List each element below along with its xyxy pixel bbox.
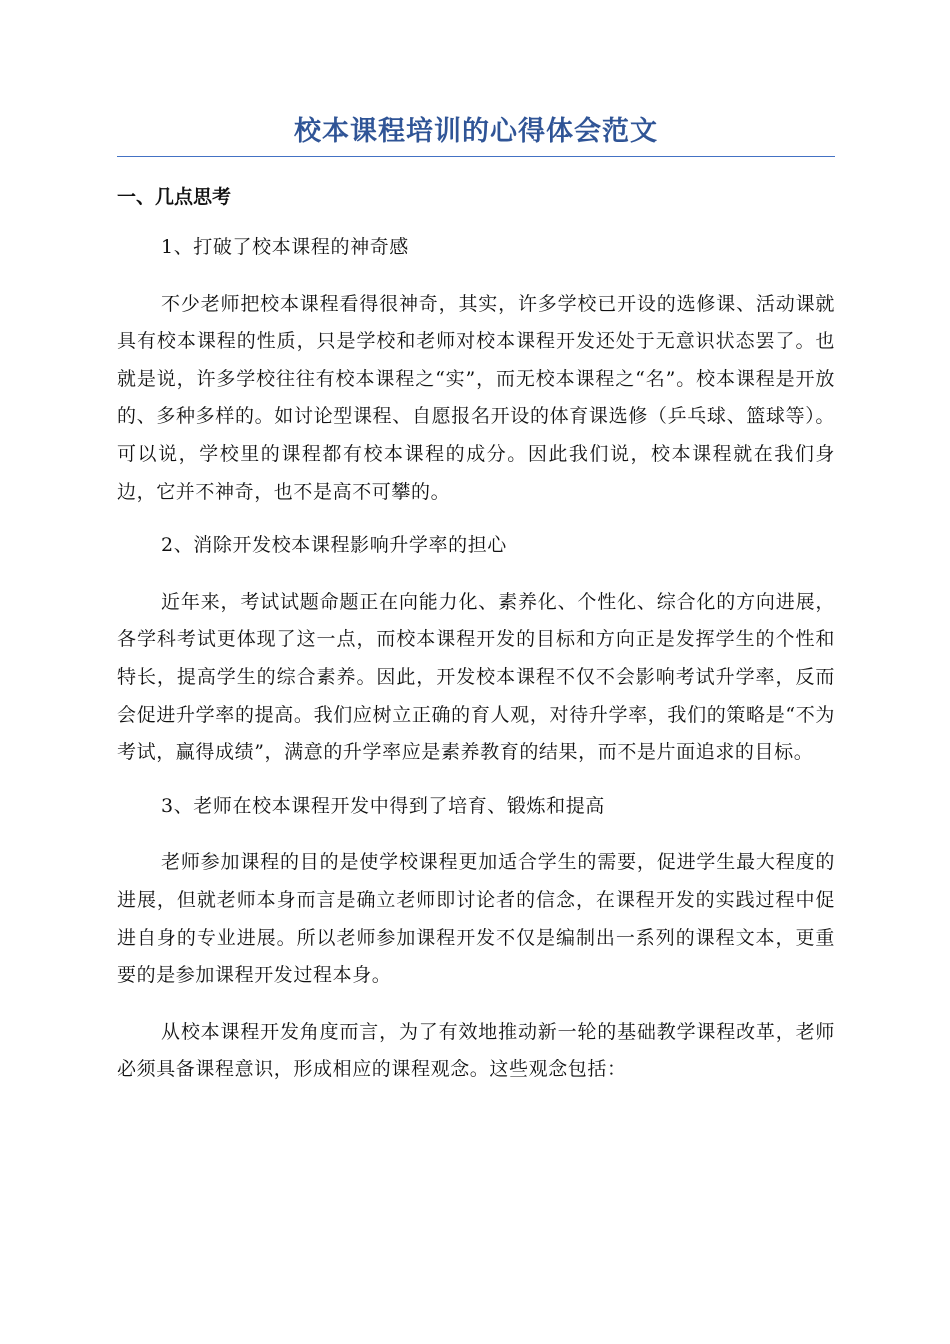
document-title: 校本课程培训的心得体会范文 — [294, 116, 658, 147]
paragraph-3: 老师参加课程的目的是使学校课程更加适合学生的需要，促进学生最大程度的进展，但就老师本身而言是确立老师即讨论者的信念，在课程开发的实践过程中促进自身的专业进展。所以老师参加课程开发不仅是编制出一系列的课程文本，更重要的是参加课程开发过程本身。 — [117, 851, 835, 987]
title-underline — [117, 156, 835, 157]
document-page — [117, 108, 835, 1089]
paragraph-1: 不少老师把校本课程看得很神奇，其实，许多学校已开设的选修课、活动课就具有校本课程的性质，只是学校和老师对校本课程开发还处于无意识状态罢了。也就是说，许多学校往往有校本课程之“实”，而无校本课程之“名”。校本课程是开放的、多种多样的。如讨论型课程、自愿报名开设的体育课选修（乒乓球、篮球等）。可以说，学校里的课程都有校本课程的成分。因此我们说，校本课程就在我们身边，它并不神奇，也不是高不可攀的。 — [117, 292, 835, 503]
subheading-2: 2、消除开发校本课程影响升学率的担心 — [161, 534, 507, 557]
section-heading: 一、几点思考 — [117, 186, 232, 208]
subheading-1: 1、打破了校本课程的神奇感 — [161, 236, 409, 258]
paragraph-4: 从校本课程开发角度而言，为了有效地推动新一轮的基础教学课程改革，老师必须具备课程意识，形成相应的课程观念。这些观念包括： — [117, 1020, 835, 1081]
subheading-3: 3、老师在校本课程开发中得到了培育、锻炼和提高 — [161, 794, 605, 817]
paragraph-2: 近年来，考试试题命题正在向能力化、素养化、个性化、综合化的方向进展，各学科考试更体现了这一点，而校本课程开发的目标和方向正是发挥学生的个性和特长，提高学生的综合素养。因此，开发校本课程不仅不会影响考试升学率，反而会促进升学率的提高。我们应树立正确的育人观，对待升学率，我们的策略是“不为考试，赢得成绩”，满意的升学率应是素养教育的结果，而不是片面追求的目标。 — [117, 590, 835, 764]
